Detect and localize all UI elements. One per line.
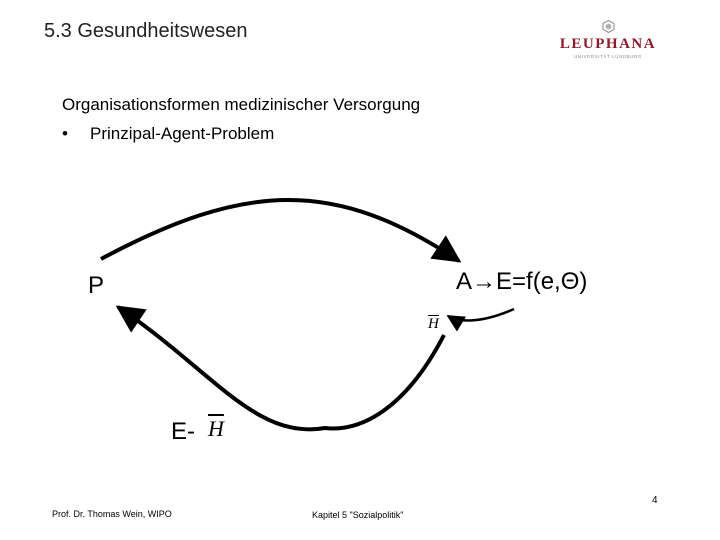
arrow-agent-to-h bbox=[448, 309, 514, 320]
bullet-text: Prinzipal-Agent-Problem bbox=[90, 124, 275, 143]
e-minus-label: E- bbox=[171, 418, 195, 445]
page-number: 4 bbox=[652, 495, 658, 506]
section-heading: Organisationsformen medizinischer Versorgung bbox=[62, 95, 421, 114]
bullet-marker: • bbox=[62, 124, 68, 143]
arrow-feedback-to-principal bbox=[118, 307, 444, 429]
arrow-principal-to-agent bbox=[101, 200, 459, 261]
h-bar-small-label: $\overline{H}$ bbox=[428, 316, 439, 332]
h-bar-large-label: $\overline{H}$ bbox=[208, 416, 224, 441]
footer-author: Prof. Dr. Thomas Wein, WIPO bbox=[52, 509, 172, 519]
agent-label: A→E=f(e,Θ) bbox=[456, 268, 588, 295]
logo-wordmark: LEUPHANA bbox=[559, 36, 657, 52]
footer-course: Kapitel 5 "Sozialpolitik" bbox=[312, 510, 404, 520]
slide-title: 5.3 Gesundheitswesen bbox=[44, 20, 248, 42]
principal-label: P bbox=[88, 272, 105, 299]
logo-subtitle: UNIVERSITÄT LÜNEBURG bbox=[574, 54, 642, 59]
